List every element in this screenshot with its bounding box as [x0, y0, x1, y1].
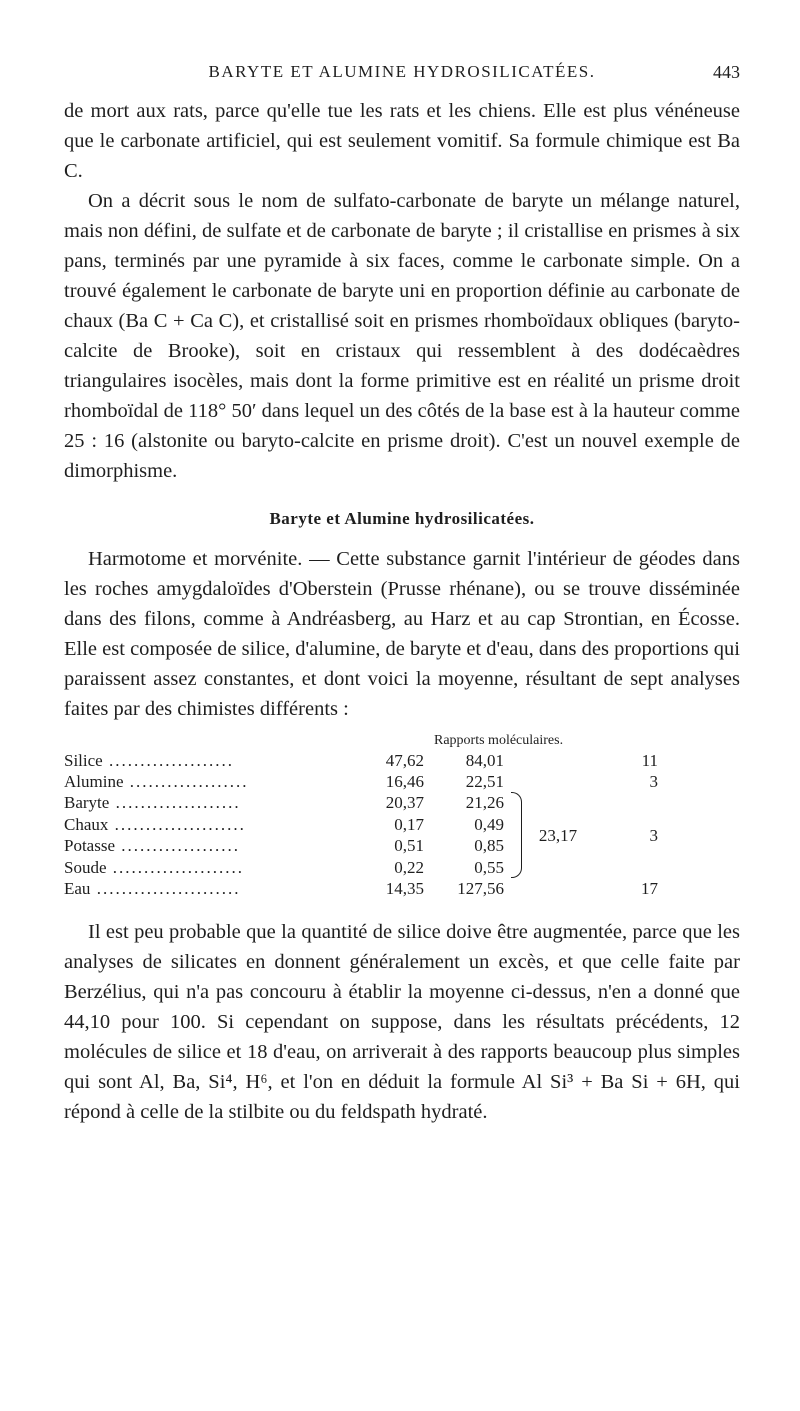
molecular-ratio: 21,26	[465, 793, 504, 813]
table-row	[64, 878, 658, 899]
component-label: Baryte	[64, 793, 110, 813]
leader-dots: ....................	[102, 751, 234, 770]
group-spacer	[528, 878, 588, 899]
component-name	[64, 835, 344, 857]
molecular-ratio: 84,01	[465, 751, 504, 770]
leader-dots: .......................	[90, 879, 241, 898]
page-body	[64, 96, 740, 1127]
component-label: Soude	[64, 857, 107, 877]
molecular-ratio: 0,85	[474, 836, 504, 856]
brace-spacer	[504, 878, 528, 899]
table-caption: Rapports moléculaires.	[434, 733, 564, 748]
component-label: Silice	[64, 751, 103, 770]
running-header	[64, 62, 740, 86]
weight-value: 0,22	[394, 857, 424, 877]
table-row	[64, 771, 658, 792]
brace-spacer	[504, 750, 528, 771]
weight-value: 0,17	[394, 814, 424, 834]
group-spacer	[528, 750, 588, 771]
molecular-ratio: 0,55	[474, 857, 504, 877]
paragraph-sulfato-carbonate: On a décrit sous le nom de sulfato-carbonate de baryte un mélange naturel, mais non défini, de sulfate et de carbonate de baryte ; il cristallise en prismes à six pans, terminés par une pyramide à six faces, comme le carbonate simple. On a trouvé également le carbonate de baryte uni en proportion définie au carbonate de chaux (Ba C + Ca C), et cristallisé soit en prismes rhomboïdaux obliques (baryto-calcite de Brooke), soit en cristaux qui ressemblent à des dodécaèdres triangulaires isocèles, mais dont la forme primitive est en réalité un prisme droit rhomboïdal de 118° 50′ dans lequel un des côtés de la base est à la hauteur comme 25 : 16 (alstonite ou baryto-calcite en prisme droit). C'est un nouvel exemple de dimorphisme.	[64, 190, 740, 482]
leader-dots: ...................	[115, 836, 240, 856]
weight-value: 47,62	[385, 751, 424, 770]
component-name	[64, 878, 344, 899]
component-label: Potasse	[64, 836, 115, 856]
brace-shape	[511, 792, 522, 878]
brace-spacer	[504, 771, 528, 792]
component-name	[64, 814, 344, 836]
paragraph-mort-aux-rats: de mort aux rats, parce qu'elle tue les rats et les chiens. Elle est plus vénéneuse que le carbonate artificiel, qui est seulement vomitif. Sa formule chimique est Ba C.	[64, 100, 740, 182]
table-row	[64, 750, 658, 771]
group-sum: 23,17	[538, 825, 578, 845]
running-title: BARYTE ET ALUMINE HYDROSILICATÉES.	[208, 62, 596, 81]
analysis-table	[64, 750, 658, 899]
component-name	[64, 771, 344, 792]
component-name	[64, 792, 344, 814]
leader-dots: ....................	[109, 793, 241, 813]
table-row	[64, 792, 658, 814]
molecular-ratio: 22,51	[465, 772, 504, 791]
molecular-ratio: 0,49	[474, 814, 504, 834]
molecular-ratio: 127,56	[457, 879, 504, 898]
group-spacer	[528, 771, 588, 792]
atom-count: 17	[641, 879, 658, 898]
paragraph-conclusion: Il est peu probable que la quantité de silice doive être augmentée, parce que les analyses de silicates en donnent généralement un excès, et que celle faite par Berzélius, qui n'a pas concouru à établir la moyenne ci-dessus, n'en a donné que 44,10 pour 100. Si cependant on suppose, dans les résultats précédents, 12 molécules de silice et 18 d'eau, on arriverait à des rapports beaucoup plus simples qui sont Al, Ba, Si⁴, H⁶, et l'on en déduit la formule Al Si³ + Ba Si + 6H, qui répond à celle de la stilbite ou du feldspath hydraté.	[64, 921, 740, 1123]
component-name	[64, 857, 344, 879]
atom-count: 3	[649, 772, 658, 791]
component-label: Chaux	[64, 814, 109, 834]
leader-dots: .....................	[106, 857, 244, 877]
paragraph-harmotome: Harmotome et morvénite. — Cette substance garnit l'intérieur de géodes dans les roches amygdaloïdes d'Oberstein (Prusse rhénane), ou se trouve disséminée dans des filons, comme à Andréasberg, au Harz et au cap Strontian, en Écosse. Elle est composée de silice, d'alumine, de baryte et d'eau, dans des proportions qui paraissent assez constantes, et dont voici la moyenne, résultant de sept analyses faites par des chimistes différents :	[64, 548, 740, 720]
brace	[504, 792, 528, 878]
page-number: 443	[713, 62, 740, 82]
leader-dots: ...................	[123, 772, 249, 791]
component-label: Eau	[64, 879, 91, 898]
weight-value: 20,37	[385, 793, 424, 813]
weight-value: 16,46	[385, 772, 424, 791]
group-atom-count: 3	[649, 825, 658, 845]
atom-count: 11	[641, 751, 658, 770]
weight-value: 0,51	[394, 836, 424, 856]
component-name	[64, 750, 344, 771]
component-label: Alumine	[64, 772, 124, 791]
weight-value: 14,35	[385, 879, 424, 898]
leader-dots: .....................	[108, 814, 246, 834]
section-title: Baryte et Alumine hydrosilicatées.	[269, 509, 535, 528]
